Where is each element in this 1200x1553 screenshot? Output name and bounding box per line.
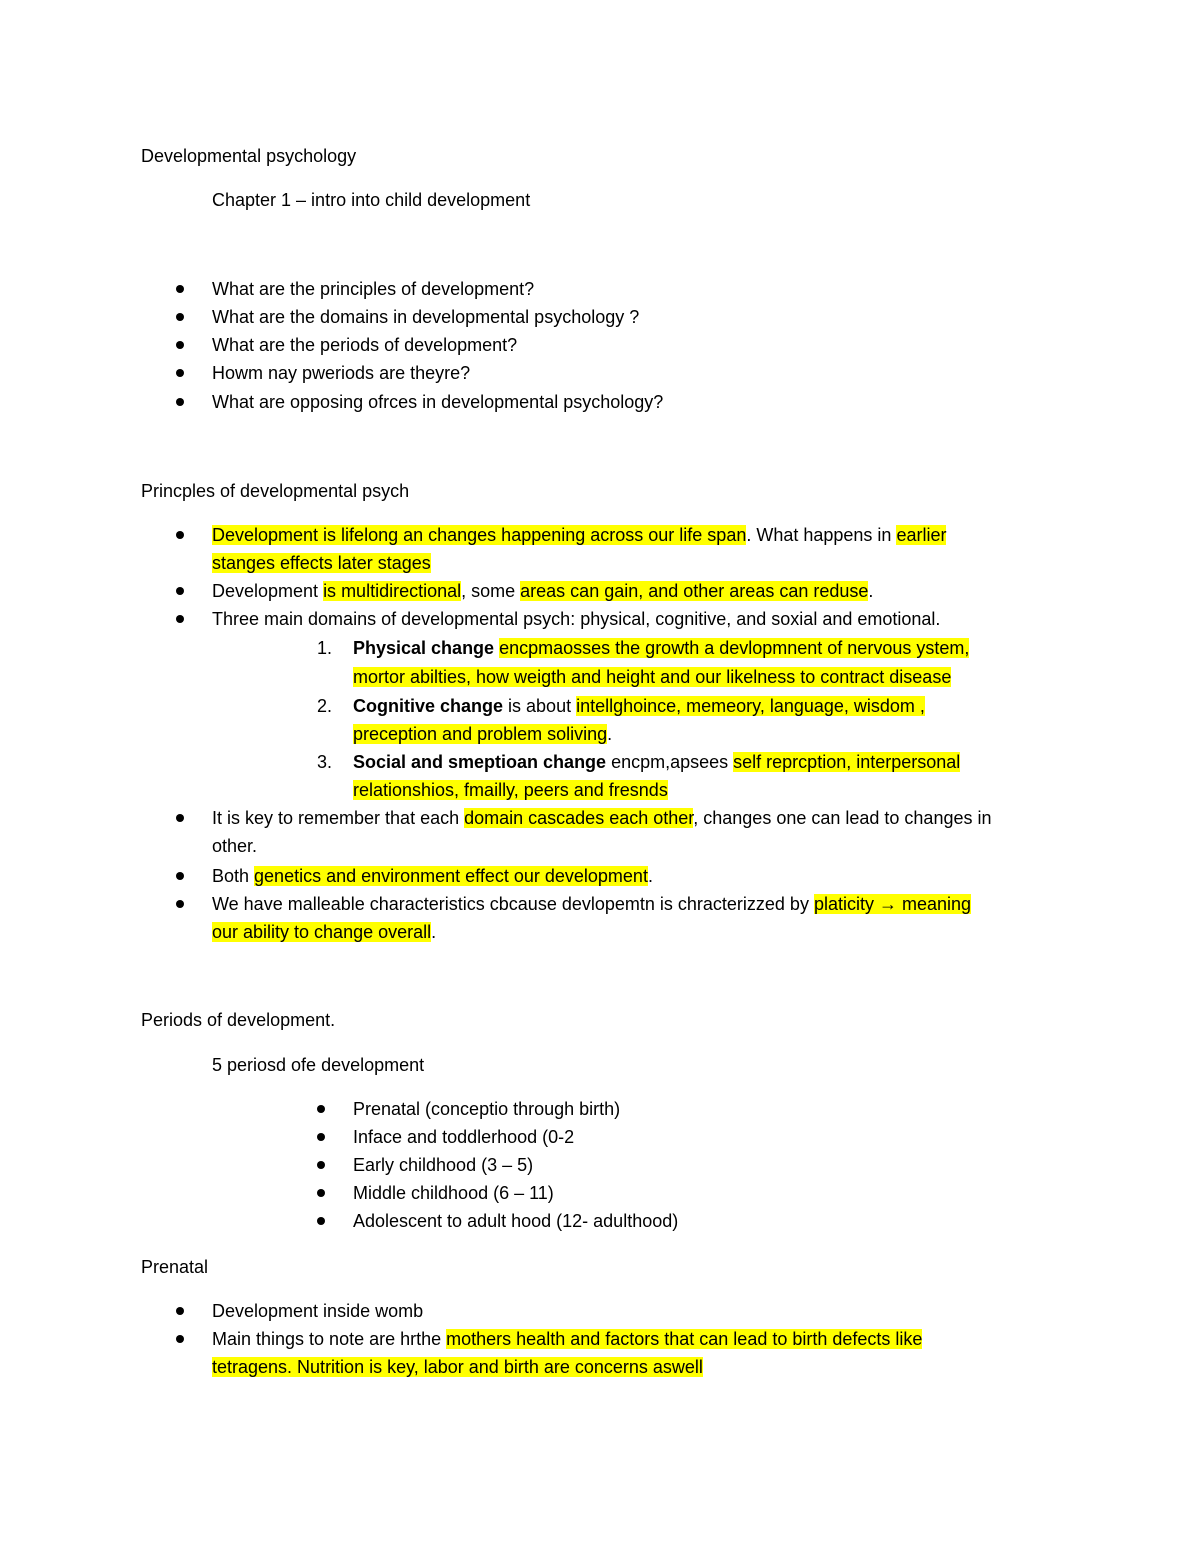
list-item: Prenatal (conceptio through birth)	[353, 1099, 621, 1119]
numbered-item	[353, 748, 960, 776]
highlight: stanges effects later stages	[212, 553, 431, 573]
bullet-icon	[176, 1335, 184, 1343]
periods-subheading: 5 periosd ofe development	[212, 1055, 425, 1075]
highlight: tetragens. Nutrition is key, labor and birth are concerns aswell	[212, 1357, 703, 1377]
bullet-icon	[176, 900, 184, 908]
bullet-icon	[176, 587, 184, 595]
numbered-item	[353, 634, 969, 662]
highlight: areas can gain, and other areas can reduse	[520, 581, 869, 601]
list-item: Early childhood (3 – 5)	[353, 1155, 534, 1175]
bullet-icon	[176, 1307, 184, 1315]
prenatal-heading: Prenatal	[141, 1257, 209, 1277]
text-run: .	[868, 581, 874, 601]
list-item	[212, 890, 971, 918]
bullet-icon	[176, 872, 184, 880]
bullet-icon	[317, 1189, 325, 1197]
highlight: platicity → meaning	[813, 894, 972, 914]
list-item-continuation	[212, 1353, 703, 1381]
text-run: Both	[212, 866, 255, 886]
list-item	[212, 862, 653, 890]
text-run: encpm,apsees	[606, 752, 734, 772]
bullet-icon	[176, 341, 184, 349]
highlight: Development is lifelong an changes happening across our life span	[212, 525, 747, 545]
list-item	[212, 804, 992, 832]
list-item: What are opposing ofrces in developmental psychology?	[212, 392, 664, 412]
text-run: . What happens in	[746, 525, 897, 545]
bullet-icon	[176, 531, 184, 539]
bullet-icon	[176, 814, 184, 822]
list-item-continuation	[212, 549, 431, 577]
list-item	[212, 521, 946, 549]
highlight: domain cascades each other	[464, 808, 694, 828]
bullet-icon	[317, 1133, 325, 1141]
text-run: It is key to remember that each	[212, 808, 465, 828]
list-item: Adolescent to adult hood (12- adulthood)	[353, 1211, 679, 1231]
text-run: .	[647, 866, 653, 886]
highlight: earlier	[896, 525, 947, 545]
text-run: , changes one can lead to changes in	[693, 808, 992, 828]
numbered-item-continuation	[353, 720, 612, 748]
list-number: 2.	[317, 696, 333, 716]
highlight: encpmaosses the growth a devlopmnent of nervous ystem,	[499, 638, 970, 658]
numbered-item	[353, 692, 925, 720]
text-run: is about	[503, 696, 577, 716]
list-item: Development inside womb	[212, 1301, 424, 1321]
bullet-icon	[176, 369, 184, 377]
bullet-icon	[317, 1105, 325, 1113]
bullet-icon	[176, 313, 184, 321]
text-run: We have malleable characteristics cbcause devlopemtn is chracterizzed by	[212, 894, 814, 914]
list-item: Middle childhood (6 – 11)	[353, 1183, 554, 1203]
bullet-icon	[317, 1217, 325, 1225]
highlight: our ability to change overall	[212, 922, 432, 942]
bold-term: Physical change	[353, 638, 495, 658]
list-item	[212, 1325, 922, 1353]
highlight: relationshios, fmailly, peers and fresnds	[353, 780, 668, 800]
highlight: mortor abilties, how weigth and height and our likelness to contract disease	[353, 667, 952, 687]
list-item: Three main domains of developmental psych: physical, cognitive, and soxial and emotional.	[212, 609, 941, 629]
text-run: .	[431, 922, 437, 942]
text-run: Development	[212, 581, 324, 601]
list-item	[212, 577, 873, 605]
highlight: is multidirectional	[323, 581, 462, 601]
highlight: preception and problem soliving	[353, 724, 608, 744]
bold-term: Social and smeptioan change	[353, 752, 607, 772]
bold-term: Cognitive change	[353, 696, 504, 716]
list-item: What are the periods of development?	[212, 335, 518, 355]
list-item-continuation	[212, 918, 436, 946]
highlight: intellghoince, memeory, language, wisdom ,	[576, 696, 925, 716]
numbered-item-continuation	[353, 663, 951, 691]
list-item: What are the domains in developmental psychology ?	[212, 307, 640, 327]
principles-heading: Princples of developmental psych	[141, 481, 410, 501]
highlight: mothers health and factors that can lead to birth defects like	[446, 1329, 923, 1349]
bullet-icon	[176, 285, 184, 293]
numbered-item-continuation	[353, 776, 668, 804]
list-item: Inface and toddlerhood (0-2	[353, 1127, 575, 1147]
text-run: Main things to note are hrthe	[212, 1329, 447, 1349]
list-item: Howm nay pweriods are theyre?	[212, 363, 471, 383]
list-item: What are the principles of development?	[212, 279, 535, 299]
doc-title: Developmental psychology	[141, 146, 357, 166]
text-run: , some	[461, 581, 521, 601]
highlight: genetics and environment effect our development	[254, 866, 648, 886]
list-number: 1.	[317, 638, 333, 658]
text-run: .	[607, 724, 613, 744]
list-item-continuation: other.	[212, 836, 258, 856]
bullet-icon	[176, 615, 184, 623]
highlight: self reprcption, interpersonal	[733, 752, 961, 772]
bullet-icon	[176, 398, 184, 406]
list-number: 3.	[317, 752, 333, 772]
periods-heading: Periods of development.	[141, 1010, 336, 1030]
bullet-icon	[317, 1161, 325, 1169]
chapter-heading: Chapter 1 – intro into child development	[212, 190, 531, 210]
